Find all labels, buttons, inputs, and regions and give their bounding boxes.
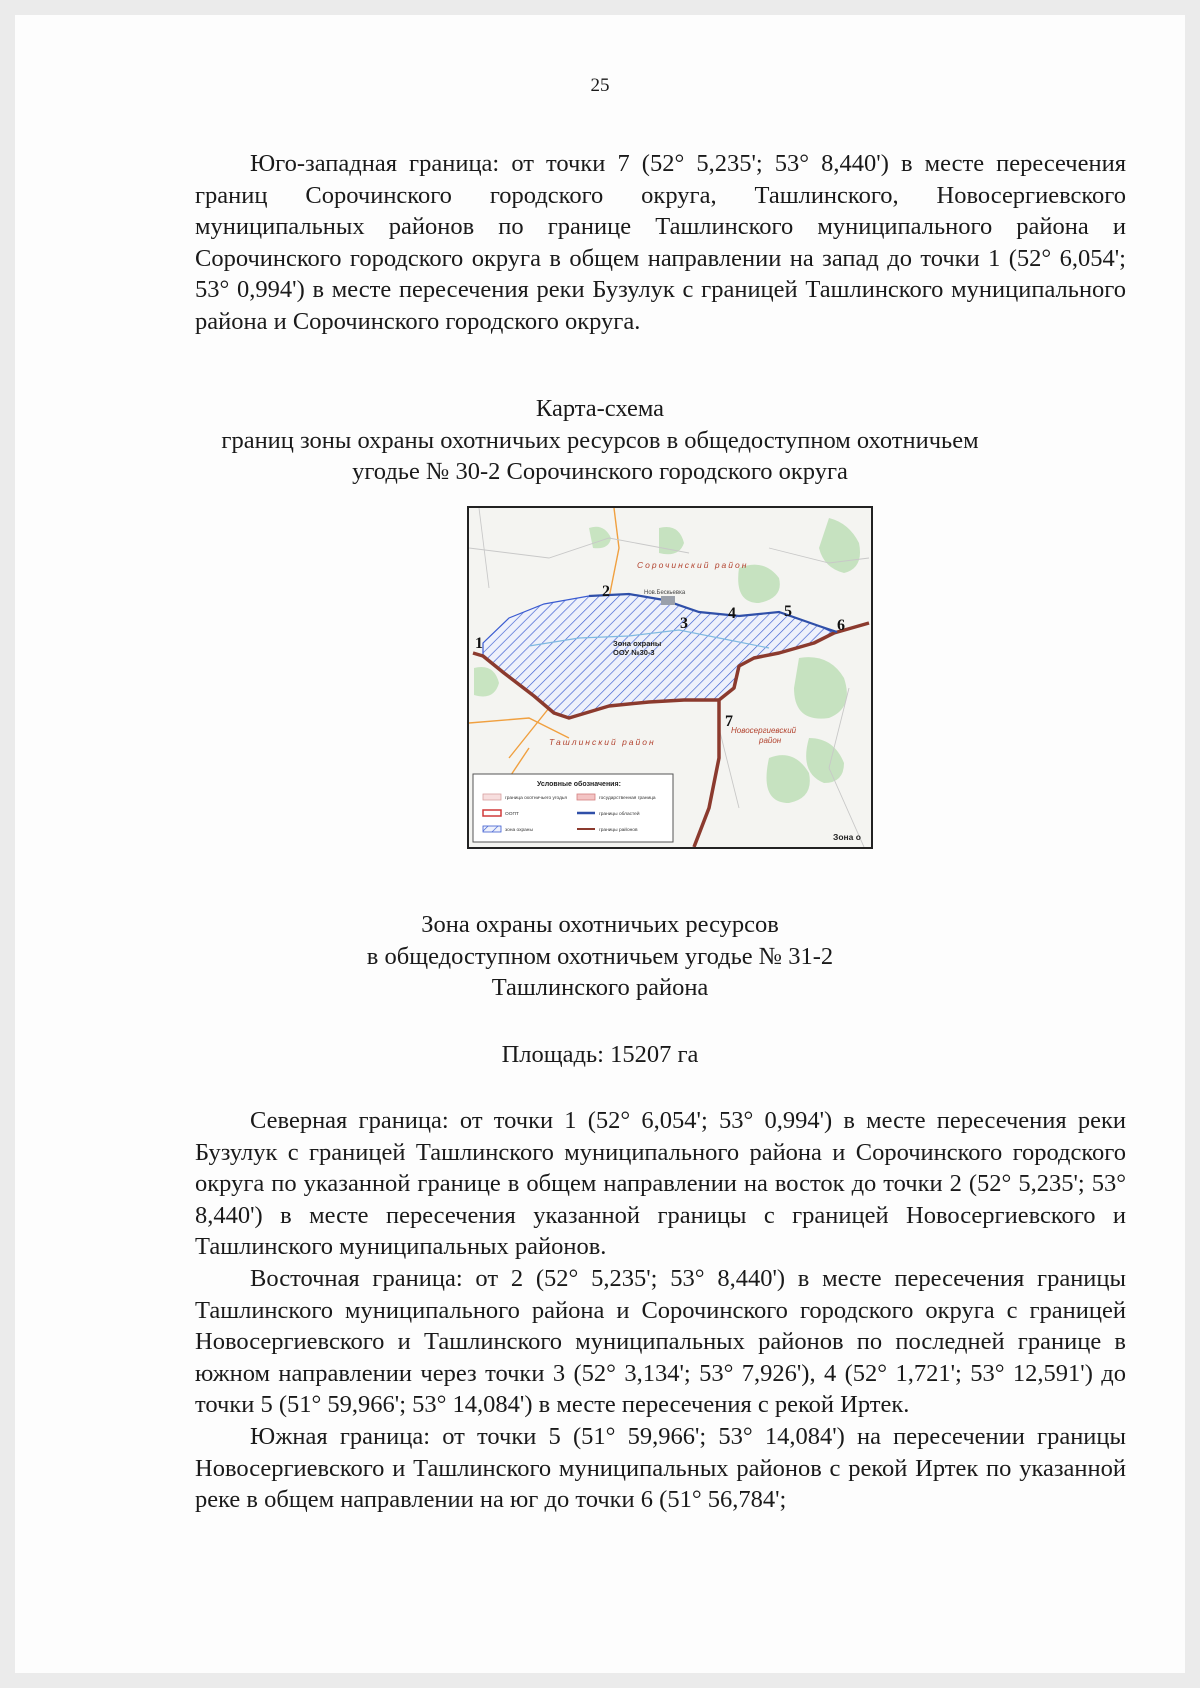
map-point-6: 6 [837,617,845,634]
settlement-marker [661,596,675,605]
paragraph-southwest-boundary [195,148,1126,338]
legend-title: Условные обозначения: [537,781,621,788]
legend-item-5: зона охраны [505,828,533,833]
legend-item-4: границы областей [599,812,640,817]
zone-label-2: ООУ №30-3 [613,648,655,657]
zone-title-line2: в общедоступном охотничьем угодье № 31-2 [366,942,834,970]
document-page [15,15,1185,1673]
legend-item-2: государственная граница [599,796,656,801]
boundary-description [195,1105,1126,1516]
map-point-7: 7 [725,713,733,730]
paragraph-east-boundary: Восточная граница: от 2 (52° 5,235'; 53° 8,440') в месте пересечения границы Ташлинского муниципального района и Сорочинского городского округа с границей Новосергиевского и Ташлинского муниципальных районов по последней границе в южном направлении через точки 3 (52° 3,134'; 53° 7,926'), 4 (52° 1,721'; 53° 12,591') до точки 5 (51° 59,966'; 53° 14,084') в месте пересечения с рекой Иртек. [195,1264,1126,1419]
legend-item-3: ООПТ [505,812,519,817]
map-caption [15,393,1185,488]
zone-title [15,909,1185,1004]
legend-hunting-ground-swatch [483,794,501,800]
district-label-east-1: Новосергиевский [731,726,797,735]
map-figure [467,506,873,849]
area-text: Площадь: 15207 га [501,1041,699,1068]
district-label-south: Ташлинский район [549,737,656,747]
area-line [15,1039,1185,1071]
map-point-1: 1 [475,635,483,652]
legend-item-1: граница охотничьего угодья [505,796,568,801]
map-drawing [469,508,871,847]
legend-zone-swatch [483,826,501,832]
map-caption-line3: угодье № 30-2 Сорочинского городского округа [352,458,848,486]
paragraph-south-boundary: Южная граница: от точки 5 (51° 59,966'; 53° 14,084') на пересечении границы Новосергиевского и Ташлинского муниципальных районов с рекой Иртек по указанной реке в общем направлении на юг до точки 6 (51° 56,784'; [195,1422,1126,1514]
map-point-2: 2 [602,583,610,600]
map-caption-line1: Карта-схема [535,395,665,422]
district-label-north: Сорочинский район [637,560,749,570]
map-point-5: 5 [784,603,792,620]
legend-state-border-swatch [577,794,595,800]
zone-title-line1: Зона охраны охотничьих ресурсов [421,911,779,938]
paragraph-southwest-text: Юго-западная граница: от точки 7 (52° 5,235'; 53° 8,440') в месте пересечения границ Сорочинского городского округа, Ташлинского, Новосергиевского муниципальных районов по границе Ташлинского муниципального района и Сорочинского городского округа в общем направлении на запад до точки 1 (52° 6,054'; 53° 0,994') в месте пересечения реки Бузулук с границей Ташлинского муниципального района и Сорочинского городского округа. [195,150,1126,335]
map-caption-line2: границ зоны охраны охотничьих ресурсов в общедоступном охотничьем [221,426,979,454]
zone-title-line3: Ташлинского района [491,974,709,1002]
district-label-east-2: район [759,736,782,745]
paragraph-north-boundary: Северная граница: от точки 1 (52° 6,054'; 53° 0,994') в месте пересечения реки Бузулук с границей Ташлинского муниципального района и Сорочинского городского округа по указанной границе в общем направлении на восток до точки 2 (52° 5,235'; 53° 8,440') в месте пересечения указанной границы с границей Новосергиевского и Ташлинского муниципальных районов. [195,1107,1126,1261]
legend-item-6: границы районов [599,828,638,833]
map-legend [473,774,673,842]
map-point-3: 3 [680,615,688,632]
page-number: 25 [590,75,610,96]
map-point-4: 4 [728,605,736,622]
zone-label-1: Зона охраны [613,639,662,648]
map-corner-label: Зона о [833,832,861,842]
settlement-label: Нов.Бескьевка [644,590,686,596]
